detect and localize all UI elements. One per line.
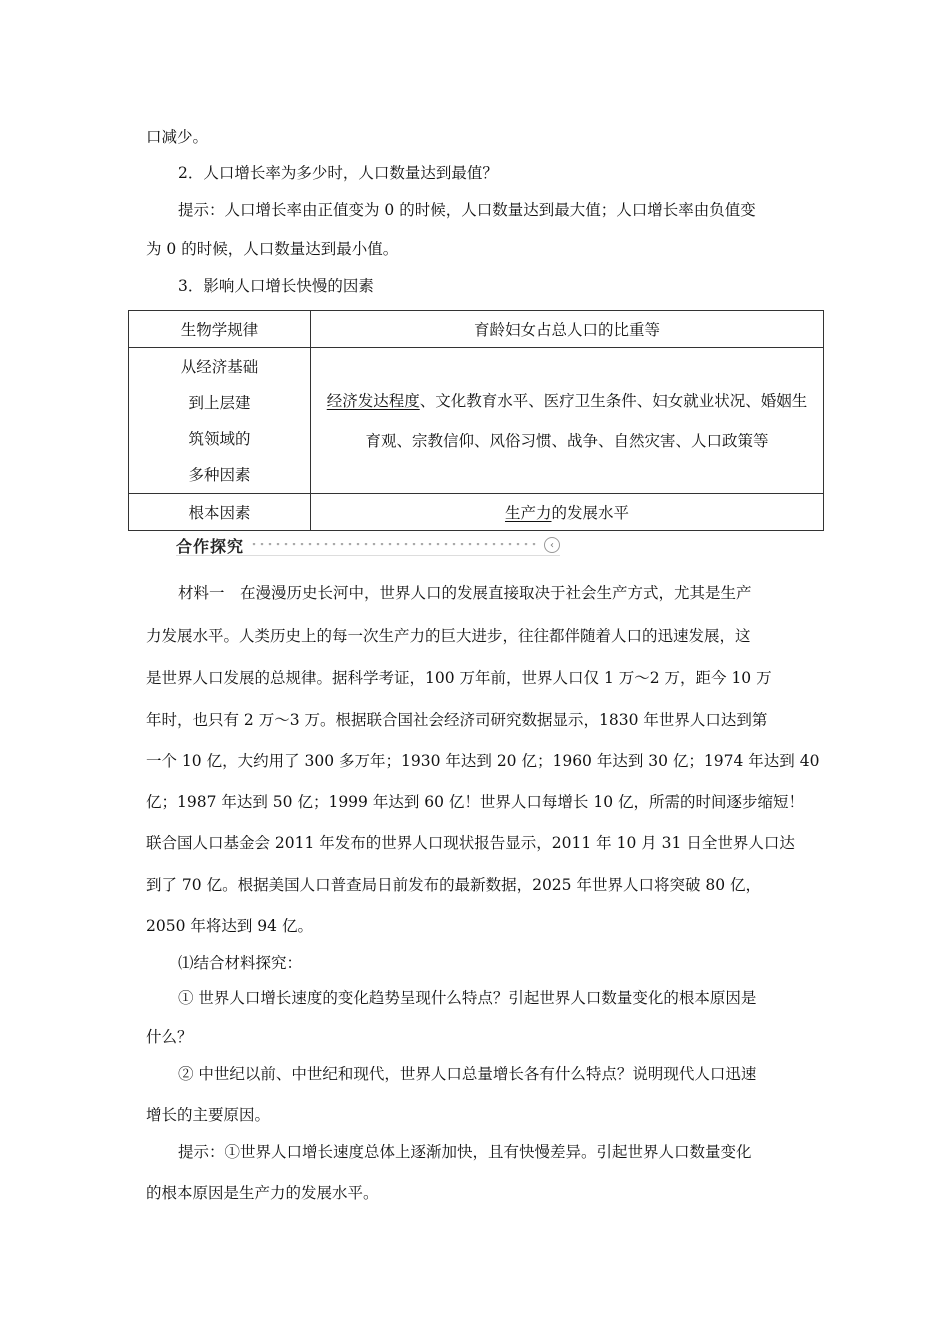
chevron-left-icon: ‹ (544, 537, 560, 553)
section-header (176, 534, 560, 556)
question-1-cont: 什么？ (146, 1028, 193, 1046)
table-cell: 生物学规律 (129, 311, 311, 348)
table-row (129, 311, 824, 348)
cell-line: 多种因素 (188, 465, 251, 484)
question-2-cont: 增长的主要原因。 (146, 1106, 271, 1124)
underlined-term: 生产力 (504, 504, 552, 522)
cell-line: 筑领域的 (188, 429, 251, 448)
text-line: 口减少。 (146, 128, 209, 146)
factors-table (128, 310, 824, 531)
material-line: 是世界人口发展的总规律。据科学考证，100 万年前，世界人口仅 1 万～2 万，距今 10 万 (146, 669, 772, 687)
question-2: 2．人口增长率为多少时，人口数量达到最值？ (178, 164, 498, 182)
material-line: 亿；1987 年达到 50 亿；1999 年达到 60 亿！世界人口每增长 10 亿，所需的时间逐步缩短！ (146, 793, 804, 811)
table-cell (311, 494, 824, 531)
table-cell (129, 348, 311, 494)
material-line: 材料一 在漫漫历史长河中，世界人口的发展直接取决于社会生产方式，尤其是生产 (178, 584, 752, 602)
hint-line: 提示：人口增长率由正值变为 0 的时候，人口数量达到最大值；人口增长率由负值变 (178, 201, 756, 219)
cell-text: 、文化教育水平、医疗卫生条件、妇女就业状况、婚姻生育观、宗教信仰、风俗习惯、战争、自然灾害、人口政策等 (365, 391, 808, 450)
material-line: 联合国人口基金会 2011 年发布的世界人口现状报告显示，2011 年 10 月 31 日全世界人口达 (146, 834, 795, 852)
table-cell: 根本因素 (129, 494, 311, 531)
table-row (129, 348, 824, 494)
dotted-divider (250, 543, 540, 547)
cell-text: 的发展水平 (551, 504, 630, 522)
section-rule (176, 555, 560, 556)
factors-heading: 3．影响人口增长快慢的因素 (178, 277, 374, 295)
material-line: 到了 70 亿。根据美国人口普查局日前发布的最新数据，2025 年世界人口将突破 80 亿， (146, 876, 762, 894)
question-2: ② 中世纪以前、中世纪和现代，世界人口总量增长各有什么特点？说明现代人口迅速 (178, 1065, 757, 1083)
table-cell: 育龄妇女占总人口的比重等 (311, 311, 824, 348)
cell-line: 从经济基础 (180, 357, 259, 376)
section-title: 合作探究 (176, 536, 245, 556)
question-heading: ⑴结合材料探究： (178, 954, 303, 972)
hint-line-cont: 的根本原因是生产力的发展水平。 (146, 1184, 379, 1202)
material-line: 2050 年将达到 94 亿。 (146, 917, 313, 935)
table-cell (311, 348, 824, 494)
question-1: ① 世界人口增长速度的变化趋势呈现什么特点？引起世界人口数量变化的根本原因是 (178, 989, 757, 1007)
hint-line-cont: 为 0 的时候，人口数量达到最小值。 (146, 240, 399, 258)
material-line: 力发展水平。人类历史上的每一次生产力的巨大进步，往往都伴随着人口的迅速发展，这 (146, 627, 751, 645)
hint-line: 提示：①世界人口增长速度总体上逐渐加快，且有快慢差异。引起世界人口数量变化 (178, 1143, 752, 1161)
material-line: 年时，也只有 2 万～3 万。根据联合国社会经济司研究数据显示，1830 年世界人口达到第 (146, 711, 768, 729)
material-line: 一个 10 亿，大约用了 300 多万年；1930 年达到 20 亿；1960 年达到 30 亿；1974 年达到 40 (146, 752, 820, 770)
table-row (129, 494, 824, 531)
cell-line: 到上层建 (188, 393, 251, 412)
underlined-term: 经济发达程度 (326, 391, 420, 410)
